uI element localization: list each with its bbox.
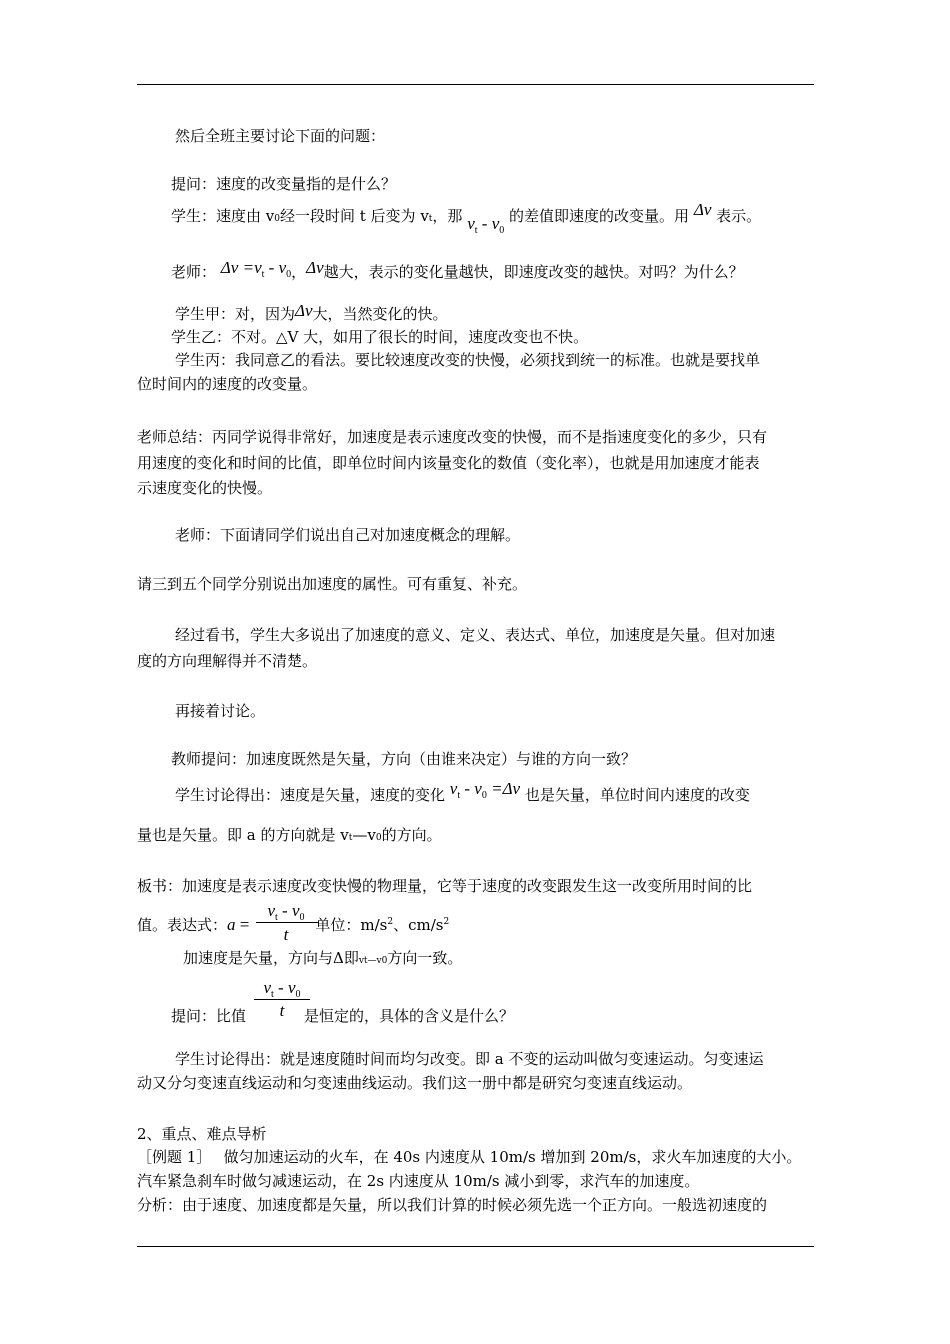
formula-change: $v_t - v_0 =\Delta v$ bbox=[449, 779, 521, 801]
paragraph: 学生讨论得出：速度是矢量，速度的变化 $v_t - v_0 =\Delta v$ 也是矢量，单位时间内速度的改变 bbox=[175, 779, 750, 804]
fraction-bar bbox=[256, 922, 318, 923]
paragraph: 用速度的变化和时间的比值，即单位时间内该量变化的数值（变化率），也就是用加速度才能表 bbox=[137, 454, 760, 472]
paragraph: 加速度是矢量，方向与Δ即vt—v0方向一致。 bbox=[183, 949, 463, 967]
ratio-bar bbox=[254, 999, 310, 1000]
paragraph: 度的方向理解得并不清楚。 bbox=[137, 652, 318, 670]
paragraph: 学生乙：不对。△V 大，如用了很长的时间，速度改变也不快。 bbox=[171, 328, 589, 346]
paragraph: 教师提问：加速度既然是矢量，方向（由谁来决定）与谁的方向一致？ bbox=[171, 750, 637, 768]
ratio-numerator: $v_t - v_0$ bbox=[263, 978, 301, 1000]
paragraph: 学生丙：我同意乙的看法。要比较速度改变的快慢，必须找到统一的标准。也就是要找单 bbox=[175, 351, 761, 369]
formula-delta: $v_t - v_0$ bbox=[467, 214, 505, 236]
paragraph: 提问：速度的改变量指的是什么？ bbox=[171, 175, 397, 193]
section-heading: 2、重点、难点导析 bbox=[137, 1125, 267, 1143]
paragraph: 学生甲：对，因为Δv大，当然变化的快。 bbox=[175, 301, 448, 323]
paragraph: 学生：速度由 v0经一段时间 t 后变为 vt，那 $v_t - v_0$ 的差值即速度的改变量。用 Δv 表示。 bbox=[171, 200, 762, 236]
paragraph: 然后全班主要讨论下面的问题： bbox=[175, 127, 386, 145]
paragraph: 老师： $\Delta v =v_t - v_0$，Δv越大，表示的变化量越快，即速度改变的越快。对吗？为什么？ bbox=[171, 258, 744, 281]
paragraph: 提问：比值 是恒定的，具体的含义是什么？ bbox=[171, 1007, 515, 1025]
formula-delta-v: $\Delta v =v_t - v_0$ bbox=[220, 258, 292, 280]
paragraph: 示速度变化的快慢。 bbox=[137, 479, 273, 497]
paragraph: 老师总结：丙同学说得非常好，加速度是表示速度改变的快慢，而不是指速度变化的多少，只有 bbox=[137, 428, 768, 446]
paragraph: 老师：下面请同学们说出自己对加速度概念的理解。 bbox=[175, 526, 521, 544]
paragraph: 汽车紧急刹车时做匀减速运动，在 2s 内速度从 10m/s 减小到零，求汽车的加速度。 bbox=[137, 1172, 700, 1190]
paragraph: 板书：加速度是表示速度改变快慢的物理量，它等于速度的改变跟发生这一改变所用时间的比 bbox=[137, 877, 753, 895]
footer-rule bbox=[137, 1246, 814, 1247]
paragraph: 再接着讨论。 bbox=[175, 702, 266, 720]
paragraph: 量也是矢量。即 a 的方向就是 vt—v0的方向。 bbox=[137, 826, 442, 844]
paragraph: 值。表达式：a = 单位：$m/s^2$、$cm/s^2$ bbox=[137, 915, 450, 934]
header-rule bbox=[137, 84, 814, 85]
formula-denominator: t bbox=[283, 925, 289, 944]
paragraph: 动又分匀变速直线运动和匀变速曲线运动。我们这一册中都是研究匀变速直线运动。 bbox=[137, 1074, 693, 1092]
paragraph: 学生讨论得出：就是速度随时间而均匀改变。即 a 不变的运动叫做匀变速运动。匀变速运 bbox=[175, 1050, 764, 1068]
paragraph: 位时间内的速度的改变量。 bbox=[137, 375, 318, 393]
formula-numerator: $v_t - v_0$ bbox=[267, 901, 305, 923]
paragraph: 经过看书，学生大多说出了加速度的意义、定义、表达式、单位，加速度是矢量。但对加速 bbox=[175, 626, 776, 644]
paragraph: 分析：由于速度、加速度都是矢量，所以我们计算的时候必须先选一个正方向。一般选初速度的 bbox=[137, 1196, 768, 1214]
paragraph: ［例题 1］ 做匀加速运动的火车，在 40s 内速度从 10m/s 增加到 20m/s，求火车加速度的大小。 bbox=[137, 1148, 802, 1166]
ratio-denominator: t bbox=[279, 1001, 285, 1020]
paragraph: 请三到五个同学分别说出加速度的属性。可有重复、补充。 bbox=[137, 575, 528, 593]
